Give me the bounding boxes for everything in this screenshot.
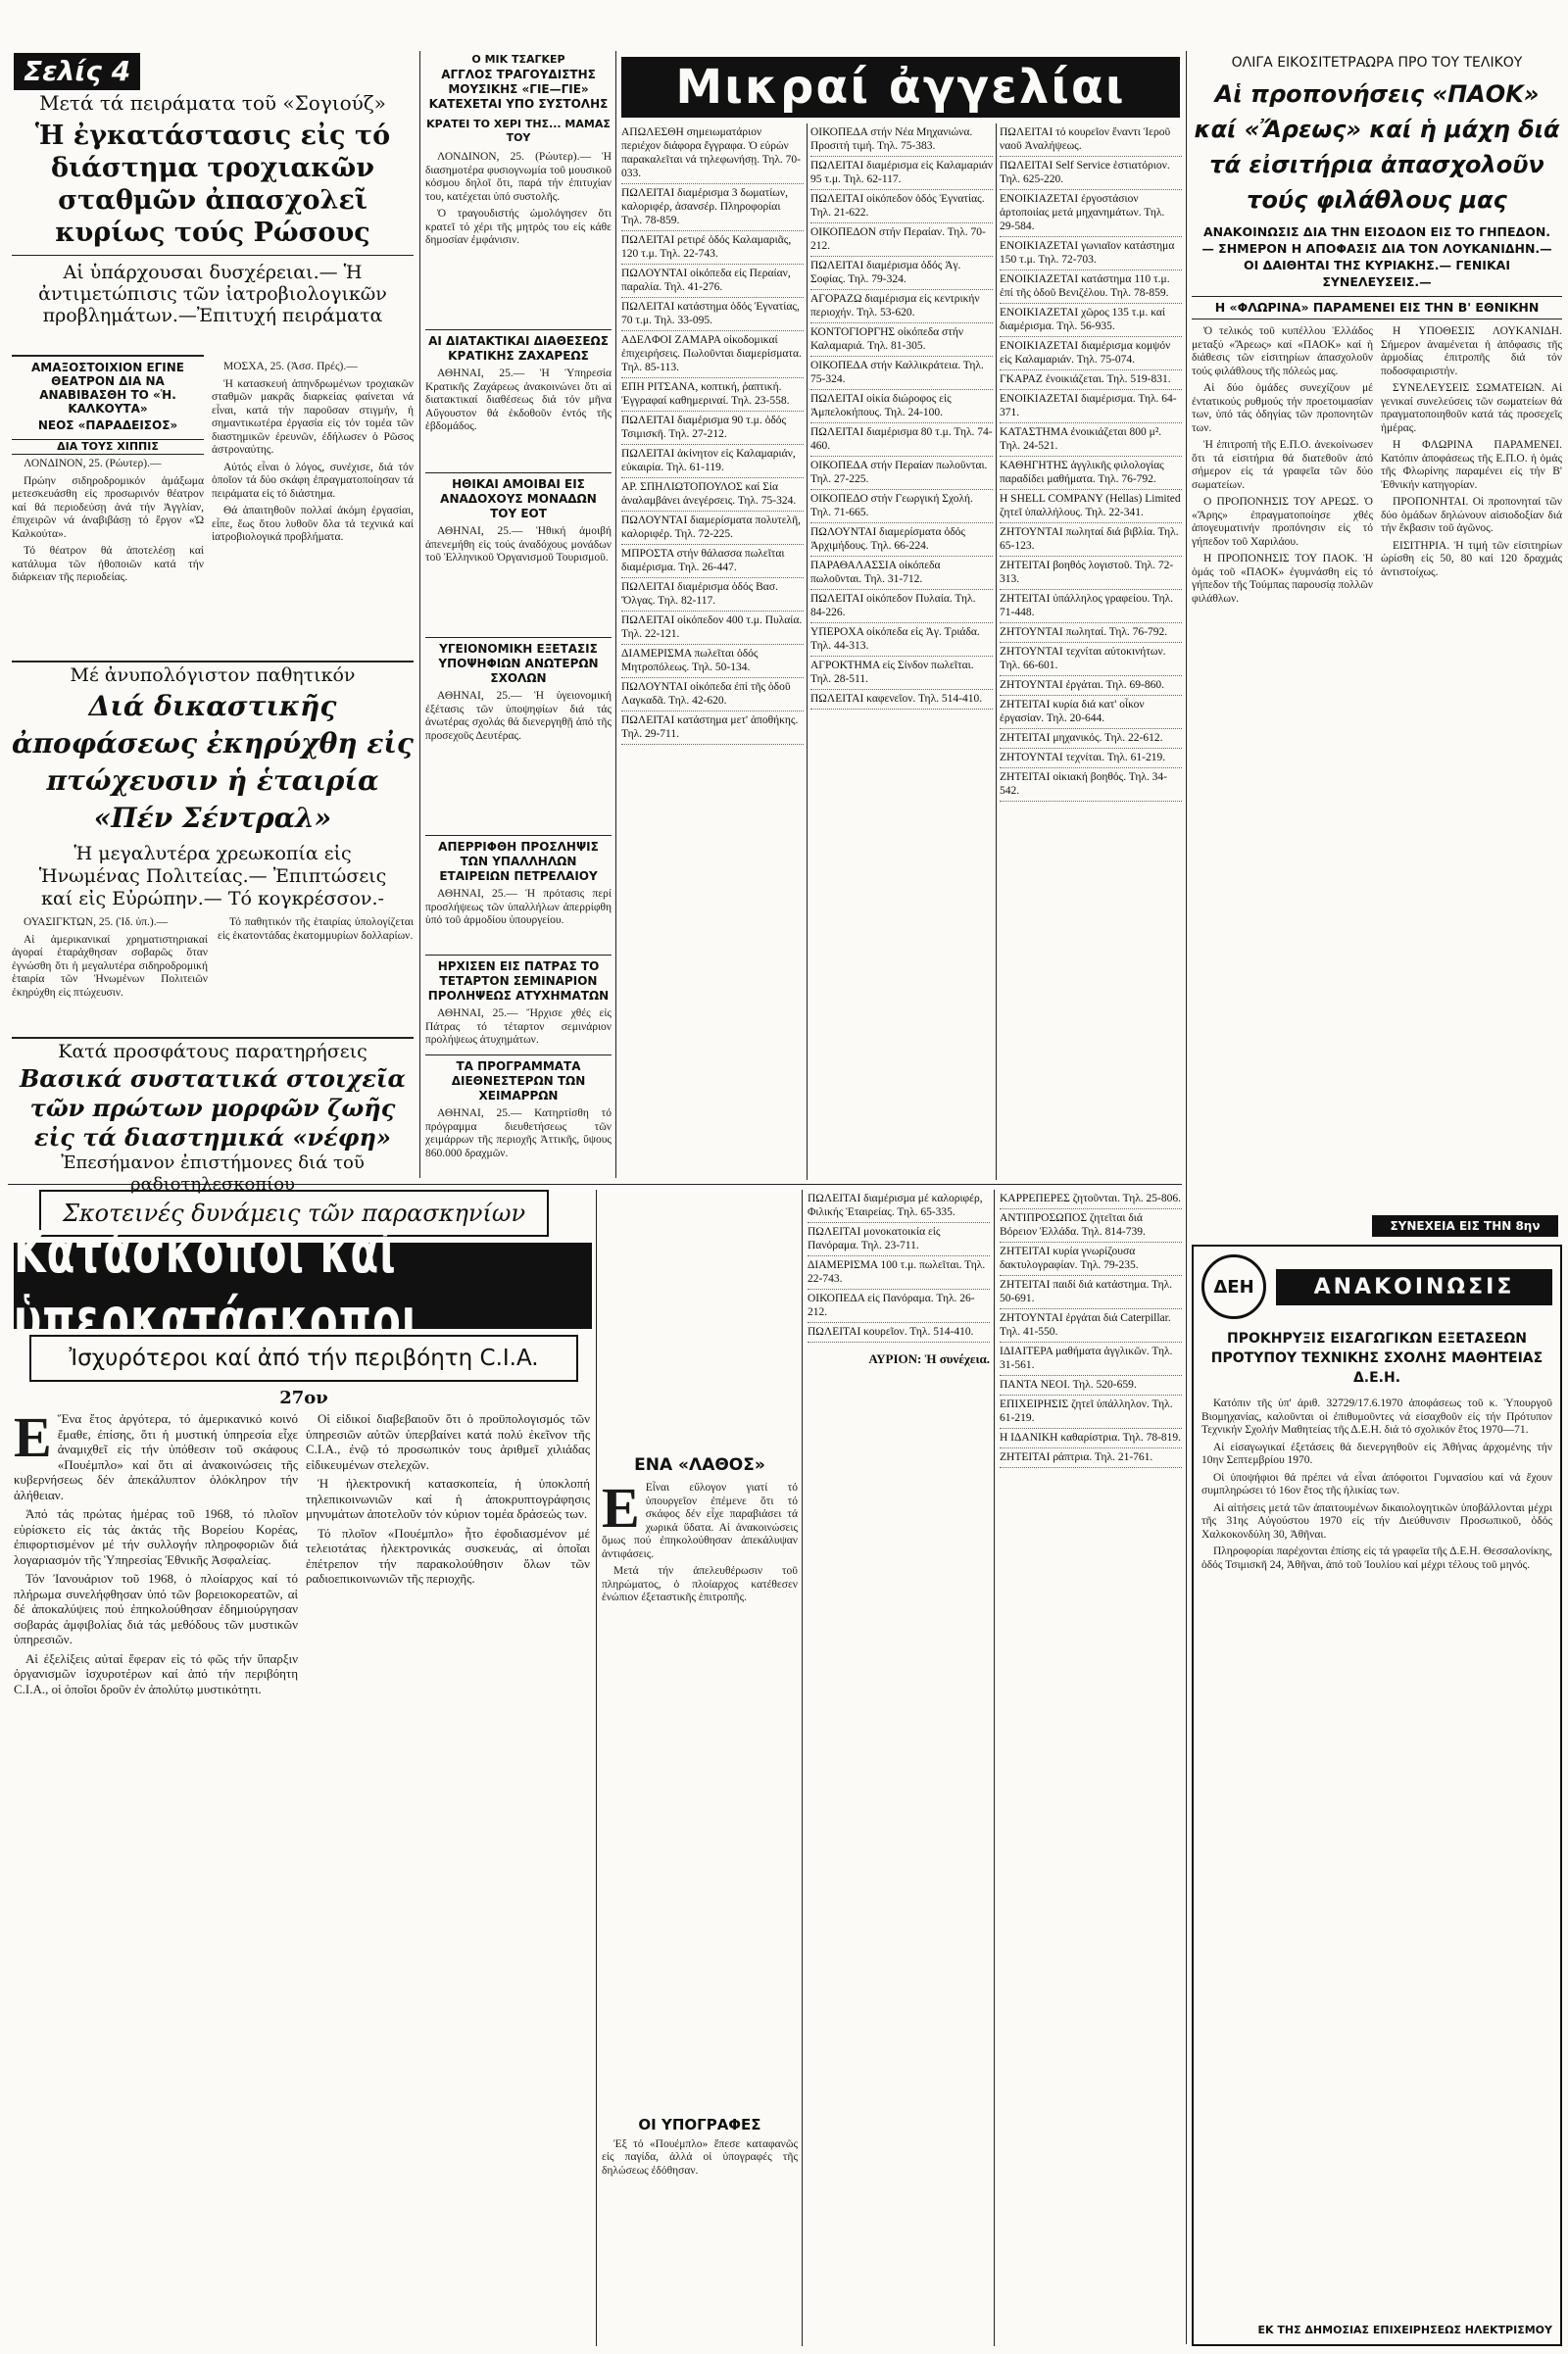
sports-paragraph: Ἡ ἐπιτροπή τῆς Ε.Π.Ο. ἀνεκοίνωσεν ὅτι τά εἰσιτήρια θά διατεθοῦν ἀπό σήμερον εἰς τά γραφεῖα τῶν δύο σωματείων.	[1192, 439, 1373, 491]
spies-paragraph: Αἱ ἐξελίξεις αὐταί ἔφεραν εἰς τό φῶς τήν ὕπαρξιν ὀργανισμῶν ἰσχυροτέρων καί ἀπό τήν περιβόητη C.I.A., οἱ ὁποῖοι δροῦν ἐν ἀπολύτῳ μυστικότητι.	[14, 1650, 298, 1696]
classified-ad: ΠΩΛΕΙΤΑΙ διαμέρισμα 80 τ.μ. Τηλ. 74-460.	[810, 423, 993, 457]
classified-ad: ΕΝΟΙΚΙΑΖΕΤΑΙ ἐργοστάσιον ἀρτοποιίας μετά μηχανημάτων. Τηλ. 29-584.	[1000, 190, 1182, 237]
classified-ad: ΕΝΟΙΚΙΑΖΕΤΑΙ χῶρος 135 τ.μ. καί διαμέρισμα. Τηλ. 56-935.	[1000, 304, 1182, 337]
classified-ad: ΠΩΛΕΙΤΑΙ κατάστημα μετ' ἀποθήκης. Τηλ. 29-711.	[621, 711, 804, 745]
classified-ad: ΠΩΛΕΙΤΑΙ διαμέρισμα εἰς Καλαμαριάν 95 τ.μ. Τηλ. 62-117.	[810, 157, 993, 190]
classified-ad: ΠΩΛΕΙΤΑΙ οἰκόπεδον ὁδός Ἐγνατίας. Τηλ. 21-622.	[810, 190, 993, 223]
sports-paragraph: ΕΙΣΙΤΗΡΙΑ. Ἡ τιμή τῶν εἰσιτηρίων ὡρίσθη εἰς 50, 80 καί 120 δραχμάς ἀντιστοίχως.	[1381, 539, 1562, 578]
classified-ad: ΠΩΛΕΙΤΑΙ διαμέρισμα 90 τ.μ. ὁδός Τσιμισκῆ. Τηλ. 27-212.	[621, 412, 804, 445]
classified-ad: ΕΝΟΙΚΙΑΖΕΤΑΙ γωνιαῖον κατάστημα 150 τ.μ. Τηλ. 72-703.	[1000, 237, 1182, 270]
classified-ad: ΑΝΤΙΠΡΟΣΩΠΟΣ ζητεῖται διά Βόρειον Ἑλλάδα. Τηλ. 814-739.	[1000, 1209, 1182, 1243]
story-space-stations	[12, 90, 414, 353]
story-space-headline: Ἡ ἐγκατάστασις εἰς τό διάστημα τροχιακῶν σταθμῶν ἀπασχολεῖ κυρίως τούς Ρώσους	[34, 121, 391, 248]
spies-body-middle	[306, 1411, 590, 2347]
announcement-paragraph: Αἱ αἰτήσεις μετά τῶν ἀπαιτουμένων δικαιολογητικῶν ὑποβάλλονται μέχρι τῆς 31ης Αὐγούστου 1970 εἰς τήν Διεύθυνσιν Προσωπικοῦ, ὁδός Χαλκοκονδύλη 30, Ἀθῆναι.	[1201, 1501, 1552, 1541]
classified-ad: Η ΙΔΑΝΙΚΗ καθαρίστρια. Τηλ. 78-819.	[1000, 1429, 1182, 1448]
singer-sub: ΚΡΑΤΕΙ ΤΟ ΧΕΡΙ ΤΗΣ... ΜΑΜΑΣ ΤΟΥ	[426, 118, 611, 144]
patras-paragraph: ΑΘΗΝΑΙ, 25.— Ἤρχισε χθές εἰς Πάτρας τό τέταρτον σεμινάριον προλήψεως ἀτυχημάτων.	[425, 1007, 612, 1046]
classified-ad: ΠΩΛΕΙΤΑΙ κατάστημα ὁδός Ἐγνατίας, 70 τ.μ. Τηλ. 33-095.	[621, 298, 804, 331]
classified-ad: ΚΑΤΑΣΤΗΜΑ ἐνοικιάζεται 800 μ². Τηλ. 24-521.	[1000, 423, 1182, 457]
spies-kicker: Σκοτεινές δυνάμεις τῶν παρασκηνίων	[62, 1200, 526, 1227]
sports-paragraph: ΣΥΝΕΛΕΥΣΕΙΣ ΣΩΜΑΤΕΙΩΝ. Αἱ γενικαί συνελεύσεις τῶν σωματείων θά πραγματοποιηθοῦν κατά τάς προσεχεῖς ἡμέρας.	[1381, 382, 1562, 434]
spies-side-text: Εἶναι εὔλογον γιατί τό ὑπουργεῖον ἐπέμενε ὅτι τό σκάφος δέν εἶχε παραβιάσει τά χωρικά ὕδατα. Αἱ ἀνακοινώσεις ὅμως πού ἐπηκολούθησαν ἀπεκάλυψαν ἀντιφάσεις.	[602, 1482, 798, 1560]
page-label-banner: Σελίς 4	[14, 53, 140, 90]
announcement-paragraph: Αἱ εἰσαγωγικαί ἐξετάσεις θά διενεργηθοῦν εἰς Ἀθήνας ἀρχομένης τήν 10ην Σεπτεμβρίου 1970.	[1201, 1441, 1552, 1466]
singer-paragraph: Ὁ τραγουδιστής ὡμολόγησεν ὅτι κρατεῖ τό χέρι τῆς μητρός του εἰς κάθε δημοσίαν ἐμφάνισιν.	[425, 208, 612, 246]
classifieds-lower-col2	[1000, 1190, 1182, 2344]
classified-ad: ΟΙΚΟΠΕΔΟΝ στήν Περαίαν. Τηλ. 70-212.	[810, 223, 993, 257]
classifieds-column-1	[621, 123, 804, 1180]
classified-ad: ΖΗΤΕΙΤΑΙ μηχανικός. Τηλ. 22-612.	[1000, 729, 1182, 749]
announcement-title: ΑΝΑΚΟΙΝΩΣΙΣ	[1276, 1269, 1552, 1305]
classified-ad: ΠΩΛΕΙΤΑΙ οἰκόπεδον Πυλαία. Τηλ. 84-226.	[810, 590, 993, 623]
sports-kicker: ΟΛΙΓΑ ΕΙΚΟΣΙΤΕΤΡΑΩΡΑ ΠΡΟ ΤΟΥ ΤΕΛΙΚΟΥ	[1231, 55, 1523, 71]
classified-ad: ΠΩΛΕΙΤΑΙ μονοκατοικία εἰς Πανόραμα. Τηλ. 23-711.	[808, 1223, 990, 1256]
sports-headline: Αἱ προπονήσεις «ΠΑΟΚ» καί «Ἄρεως» καί ἡ μάχη διά τά εἰσιτήρια ἀπασχολοῦν τούς φιλάθλους μας	[1194, 80, 1560, 214]
penn-subhead: Ἡ μεγαλυτέρα χρεωκοπία εἰς Ἡνωμένας Πολιτείας.— Ἐπιπτώσεις καί εἰς Εὐρώπην.— Τό κογκρέσσον.-	[38, 843, 387, 909]
penn-kicker: Μέ ἀνυπολόγιστον παθητικόν	[70, 664, 356, 686]
patras-headline: ΗΡΧΙΣΕΝ ΕΙΣ ΠΑΤΡΑΣ ΤΟ ΤΕΤΑΡΤΟΝ ΣΕΜΙΝΑΡΙΟΝ ΠΡΟΛΗΨΕΩΣ ΑΤΥΧΗΜΑΤΩΝ	[427, 959, 610, 1003]
clouds-kicker: Κατά προσφάτους παρατηρήσεις	[58, 1041, 368, 1062]
classified-ad: ΑΓΟΡΑΖΩ διαμέρισμα εἰς κεντρικήν περιοχήν. Τηλ. 53-620.	[810, 290, 993, 323]
spies-side-headline: ΕΝΑ «ΛΑΘΟΣ»	[634, 1455, 765, 1475]
sports-paragraph: Η ΥΠΟΘΕΣΙΣ ΛΟΥΚΑΝΙΔΗ. Σήμερον ἀναμένεται ἡ ἀπόφασις τῆς ἁρμοδίας ἐπιτροπῆς διά τόν ποδοσφαιριστήν.	[1381, 325, 1562, 377]
classified-ad: ΟΙΚΟΠΕΔΟ στήν Γεωργική Σχολή. Τηλ. 71-665.	[810, 490, 993, 523]
theater-note: ΔΙΑ ΤΟΥΣ ΧΙΠΠΙΣ	[12, 439, 204, 455]
classified-ad: Η SHELL COMPANY (Hellas) Limited ζητεῖ ὑπαλλήλους. Τηλ. 22-341.	[1000, 490, 1182, 523]
classified-ad: ΓΚΑΡΑΖ ἐνοικιάζεται. Τηλ. 519-831.	[1000, 370, 1182, 390]
spies-paragraph: Τό πλοῖον «Πουέμπλο» ἦτο ἐφοδιασμένον μέ τελειοτάτας ἠλεκτρονικάς συσκευάς, αἱ ὁποῖαι ἐπέτρεπον τήν παρακολούθησιν ὅλων τῶν ραδιοεπικοινωνιῶν τῆς περιοχῆς.	[306, 1525, 590, 1586]
classifieds-lower-col1	[808, 1190, 990, 2344]
classified-ad: ΠΩΛΕΙΤΑΙ διαμέρισμα μέ καλοριφέρ, Φιλικής Ἑταιρείας. Τηλ. 65-335.	[808, 1190, 990, 1223]
announcement-subtitle: ΠΡΟΚΗΡΥΞΙΣ ΕΙΣΑΓΩΓΙΚΩΝ ΕΞΕΤΑΣΕΩΝ ΠΡΟΤΥΠΟΥ ΤΕΧΝΙΚΗΣ ΣΧΟΛΗΣ ΜΑΘΗΤΕΙΑΣ Δ.Ε.Η.	[1210, 1331, 1544, 1386]
spies-paragraph: Οἱ εἰδικοί διαβεβαιοῦν ὅτι ὁ προϋπολογισμός τῶν ὑπηρεσιῶν αὐτῶν ὑπερβαίνει κατά πολύ ἐκεῖνον τῆς C.I.A., ἐνῷ τό προσωπικόν τους ἀριθμεῖ χιλιάδας εἰδικευμένων στελεχῶν.	[306, 1411, 590, 1472]
classified-ad: ΖΗΤΕΙΤΑΙ κυρία γνωρίζουσα δακτυλογραφίαν. Τηλ. 79-235.	[1000, 1243, 1182, 1276]
health-headline: ΥΓΕΙΟΝΟΜΙΚΗ ΕΞΕΤΑΣΙΣ ΥΠΟΨΗΦΙΩΝ ΑΝΩΤΕΡΩΝ ΣΧΟΛΩΝ	[438, 642, 599, 685]
sugar-headline: ΑΙ ΔΙΑΤΑΚΤΙΚΑΙ ΔΙΑΘΕΣΕΩΣ ΚΡΑΤΙΚΗΣ ΖΑΧΑΡΕΩΣ	[428, 334, 609, 363]
classified-ad: ΚΑΡΡΕΠΕΡΕΣ ζητοῦνται. Τηλ. 25-806.	[1000, 1190, 1182, 1209]
sports-paragraph: Η ΦΛΩΡΙΝΑ ΠΑΡΑΜΕΝΕΙ. Κατόπιν ἀποφάσεως τῆς Ε.Π.Ο. ἡ ὁμάς τῆς Φλωρίνης παραμένει εἰς τήν Β' Ἐθνικήν κατηγορίαν.	[1381, 439, 1562, 491]
sports-subhead-2: Η «ΦΛΩΡΙΝΑ» ΠΑΡΑΜΕΝΕΙ ΕΙΣ ΤΗΝ Β' ΕΘΝΙΚΗΝ	[1192, 296, 1562, 319]
spies-side-paragraph	[602, 1476, 798, 1561]
story-space-subhead: Αἱ ὑπάρχουσαι δυσχέρειαι.— Ἡ ἀντιμετώπισις τῶν ἰατροβιολογικῶν προβλημάτων.—Ἐπιτυχή πειράματα	[38, 262, 387, 326]
spies-side-paragraph: Μετά τήν ἀπελευθέρωσιν τοῦ πληρώματος, ὁ πλοίαρχος κατέθεσεν ἐνώπιον ἐξεταστικῆς ἐπιτροπῆς.	[602, 1565, 798, 1603]
classified-ad: ΠΩΛΕΙΤΑΙ διαμέρισμα 3 δωματίων, καλοριφέρ, ἀσανσέρ. Πληροφορίαι Τηλ. 78-859.	[621, 184, 804, 231]
classified-ad: ΠΩΛΕΙΤΑΙ κουρεῖον. Τηλ. 514-410.	[808, 1323, 990, 1343]
sports-paragraph: ΠΡΟΠΟΝΗΤΑΙ. Οἱ προπονηταί τῶν δύο ὁμάδων δηλώνουν αἰσιοδοξίαν διά τήν ἔκβασιν τοῦ ἀγῶνος.	[1381, 496, 1562, 534]
space-paragraph: Αὐτός εἶναι ὁ λόγος, συνέχισε, διά τόν ὁποῖον τά δύο σκάφη ἐπραγματοποίησαν τά πειράματα εἰς τό διάστημα.	[212, 461, 414, 500]
classified-ad: ΖΗΤΕΙΤΑΙ βοηθός λογιστοῦ. Τηλ. 72-313.	[1000, 557, 1182, 590]
hiring-headline: ΑΠΕΡΡΙΦΘΗ ΠΡΟΣΛΗΨΙΣ ΤΩΝ ΥΠΑΛΛΗΛΩΝ ΕΤΑΙΡΕΙΩΝ ΠΕΤΡΕΛΑΙΟΥ	[438, 840, 599, 883]
dropcap: Ε	[14, 1405, 52, 1469]
fairs-story	[425, 1054, 612, 1180]
classified-ad: ΖΗΤΟΥΝΤΑΙ ἐργάται διά Caterpillar. Τηλ. 41-550.	[1000, 1309, 1182, 1343]
sports-story	[1192, 53, 1562, 1209]
spies-banner	[14, 1218, 592, 1353]
announcement-box	[1192, 1245, 1562, 2346]
classified-ad: ΑΓΡΟΚΤΗΜΑ εἰς Σίνδον πωλεῖται. Τηλ. 28-511.	[810, 657, 993, 690]
classified-ad: ΖΗΤΕΙΤΑΙ παιδί διά κατάστημα. Τηλ. 50-691.	[1000, 1276, 1182, 1309]
classified-ad: ΠΩΛΕΙΤΑΙ ρετιρέ ὁδός Καλαμαριᾶς, 120 τ.μ. Τηλ. 22-743.	[621, 231, 804, 265]
classified-ad: ΠΩΛΕΙΤΑΙ καφενεῖον. Τηλ. 514-410.	[810, 690, 993, 710]
classified-ad: ΖΗΤΟΥΝΤΑΙ πωληταί. Τηλ. 76-792.	[1000, 623, 1182, 643]
classified-ad: ΚΟΝΤΟΓΙΟΡΓΗΣ οἰκόπεδα στήν Καλαμαριά. Τηλ. 81-305.	[810, 323, 993, 357]
rewards-headline: ΗΘΙΚΑΙ ΑΜΟΙΒΑΙ ΕΙΣ ΑΝΑΔΟΧΟΥΣ ΜΟΝΑΔΩΝ ΤΟΥ ΕΟΤ	[440, 477, 597, 520]
signatures-paragraph: Ἐξ τό «Πουέμπλο» ἔπεσε καταφανῶς εἰς παγίδα, ἀλλά οἱ ὑπογραφές τῆς δηλώσεως ἐδόθησαν.	[602, 2137, 798, 2177]
classified-ad: ΠΩΛΟΥΝΤΑΙ διαμερίσματα ὁδός Ἀρχιμήδους. Τηλ. 66-224.	[810, 523, 993, 557]
classified-ad: ΠΩΛΟΥΝΤΑΙ διαμερίσματα πολυτελῆ, καλοριφέρ. Τηλ. 72-225.	[621, 512, 804, 545]
classified-ad: ΖΗΤΟΥΝΤΑΙ τεχνίται αὐτοκινήτων. Τηλ. 66-601.	[1000, 643, 1182, 676]
classified-ad: ΑΔΕΛΦΟΙ ΖΑΜΑΡΑ οἰκοδομικαί ἐπιχειρήσεις. Πωλοῦνται διαμερίσματα. Τηλ. 85-113.	[621, 331, 804, 378]
spies-paragraph: Τόν Ἰανουάριον τοῦ 1968, ὁ πλοίαρχος καί τό πλήρωμα συνελήφθησαν ὑπό τῶν βορειοκορεατῶν, αἱ δέ ἀποκαλύψεις πού ἐπηκολούθησαν ἐδημιούργησαν σοβαράς ἀμφιβολίας διά τάς μεθόδους τῶν μυστικῶν ὑπηρεσιῶν.	[14, 1571, 298, 1646]
spies-paragraph-text: Ἕνα ἔτος ἀργότερα, τό ἀμερικανικό κοινό ἔμαθε, ἐπίσης, ὅτι ἡ μυστική ὑπηρεσία εἶχε ἀναμιχθεῖ εἰς τήν ὑπόθεσιν τοῦ σκάφους «Πουέμπλο» καί ὅτι αἱ ἀνακοινώσεις τῆς κυβερνήσεως δέν ἀπεκάλυπτον ὁλόκληρον τήν ἀλήθειαν.	[14, 1411, 298, 1502]
classified-ad: ΠΩΛΟΥΝΤΑΙ οἰκόπεδα εἰς Περαίαν, παραλία. Τηλ. 41-276.	[621, 265, 804, 298]
classified-ad: ΕΠΗ ΡΙΤΣΑΝΑ, κοπτική, ῥαπτική. Ἐγγραφαί καθημεριναί. Τηλ. 23-558.	[621, 378, 804, 412]
fairs-headline: ΤΑ ΠΡΟΓΡΑΜΜΑΤΑ ΔΙΕΘΝΕΣΤΕΡΩΝ ΤΩΝ ΧΕΙΜΑΡΡΩΝ	[451, 1059, 586, 1103]
spies-subtitle-box	[29, 1335, 578, 1382]
classified-ad: ΑΡ. ΣΠΗΛΙΩΤΟΠΟΥΛΟΣ καί Σία ἀναλαμβάνει ἀνεγέρσεις. Τηλ. 75-324.	[621, 478, 804, 512]
rewards-paragraph: ΑΘΗΝΑΙ, 25.— Ἡθική ἀμοιβή ἀπενεμήθη εἰς τούς ἀναδόχους μονάδων τοῦ Ἑλληνικοῦ Ὀργανισμοῦ Τουρισμοῦ.	[425, 525, 612, 564]
classified-ad: ΑΠΩΛΕΣΘΗ σημειωματάριον περιέχον διάφορα ἔγγραφα. Ὁ εὑρών παρακαλεῖται νά τηλεφωνήσῃ. Τηλ. 70-033.	[621, 123, 804, 184]
page-label	[14, 53, 239, 92]
classified-ad: ΖΗΤΕΙΤΑΙ ὑπάλληλος γραφείου. Τηλ. 71-448.	[1000, 590, 1182, 623]
spies-body-right	[602, 1190, 798, 2346]
classified-ad: ΟΙΚΟΠΕΔΑ στήν Καλλικράτεια. Τηλ. 75-324.	[810, 357, 993, 390]
classified-ad: ΖΗΤΕΙΤΑΙ οἰκιακή βοηθός. Τηλ. 34-542.	[1000, 768, 1182, 802]
classified-ad: ΟΙΚΟΠΕΔΑ στήν Περαίαν πωλοῦνται. Τηλ. 27-225.	[810, 457, 993, 490]
classified-ad: ΟΙΚΟΠΕΔΑ εἰς Πανόραμα. Τηλ. 26-212.	[808, 1290, 990, 1323]
classified-ad: ΖΗΤΕΙΤΑΙ κυρία διά κατ' οἶκον ἐργασίαν. Τηλ. 20-644.	[1000, 696, 1182, 729]
spies-episode: 27ον	[279, 1388, 328, 1408]
story-space-kicker: Μετά τά πειράματα τοῦ «Σογιούζ»	[39, 91, 386, 115]
classified-ad: ΖΗΤΟΥΝΤΑΙ πωληταί διά βιβλία. Τηλ. 65-123.	[1000, 523, 1182, 557]
classified-ad: ΖΗΤΟΥΝΤΑΙ ἐργάται. Τηλ. 69-860.	[1000, 676, 1182, 696]
clouds-headline: Βασικά συστατικά στοιχεῖα τῶν πρώτων μορφῶν ζωῆς εἰς τά διαστημικά «νέφη»	[19, 1064, 407, 1152]
story-penn-central	[12, 661, 414, 1033]
classified-ad: ΠΑΡΑΘΑΛΑΣΣΙΑ οἰκόπεδα πωλοῦνται. Τηλ. 31-712.	[810, 557, 993, 590]
classified-ad: ΙΔΙΑΙΤΕΡΑ μαθήματα ἀγγλικῶν. Τηλ. 31-561.	[1000, 1343, 1182, 1376]
classified-ad: ΖΗΤΟΥΝΤΑΙ τεχνίται. Τηλ. 61-219.	[1000, 749, 1182, 768]
announcement-paragraph: Οἱ ὑποψήφιοι θά πρέπει νά εἶναι ἀπόφοιτοι Γυμνασίου καί νά ἔχουν συμπληρώσει τό 16ον ἔτος τῆς ἡλικίας των.	[1201, 1471, 1552, 1496]
singer-story	[425, 53, 612, 327]
singer-headline: ΑΓΓΛΟΣ ΤΡΑΓΟΥΔΙΣΤΗΣ ΜΟΥΣΙΚΗΣ «ΓΙΕ—ΓΙΕ» ΚΑΤΕΧΕΤΑΙ ΥΠΟ ΣΥΣΤΟΛΗΣ	[428, 68, 609, 111]
classified-ad: ΠΩΛΕΙΤΑΙ διαμέρισμα ὁδός Βασ. Ὄλγας. Τηλ. 82-117.	[621, 578, 804, 612]
sugar-paragraph: ΑΘΗΝΑΙ, 25.— Ἡ Ὑπηρεσία Κρατικῆς Ζαχάρεως ἀνακοινώνει ὅτι αἱ διατακτικαί διαθέσεως διά τόν μῆνα Αὔγουστον θά ἐκδοθοῦν ἐντός τῆς ἑβδομάδος.	[425, 368, 612, 432]
theater-paragraph: Πρώην σιδηροδρομικόν ἁμάξωμα μετεσκευάσθη εἰς προσωρινόν θέατρον καί θά περιοδεύσῃ ἀνά τήν Ἀγγλίαν, ἐπιχειρῶν νά ἀναβιβάσῃ τό ἔργον «Ὠ Καλκούτα».	[12, 474, 204, 540]
health-story	[425, 637, 612, 833]
theater-subtitle: ΝΕΟΣ «ΠΑΡΑΔΕΙΣΟΣ»	[37, 418, 178, 432]
space-dateline: ΜΟΣΧΑ, 25. (Ἀσσ. Πρές).—	[223, 361, 358, 372]
spies-banner-title: Κατάσκοποι καί ὑπερκατάσκοποι	[14, 1218, 419, 1353]
story-space-clouds	[12, 1037, 414, 1195]
fairs-paragraph: ΑΘΗΝΑΙ, 25.— Κατηρτίσθη τό πρόγραμμα διευθετήσεως τῶν χειμάρρων τῆς περιοχῆς Ἀττικῆς, ὕψους 860.000 δραχμῶν.	[425, 1107, 612, 1159]
classified-ad: ΕΠΙΧΕΙΡΗΣΙΣ ζητεῖ ὑπάλληλον. Τηλ. 61-219.	[1000, 1396, 1182, 1429]
spies-paragraph	[14, 1405, 298, 1502]
penn-dateline: ΟΥΑΣΙΓΚΤΩΝ, 25. (Ἰδ. ὑπ.).—	[24, 916, 169, 928]
classifieds-column-3	[1000, 123, 1182, 1180]
health-paragraph: ΑΘΗΝΑΙ, 25.— Ἡ ὑγειονομική ἐξέτασις τῶν ὑποψηφίων διά τάς ἀνωτέρας σχολάς θά διενεργηθῇ ἀπό τῆς προσεχοῦς Δευτέρας.	[425, 690, 612, 742]
theater-story	[12, 355, 204, 657]
penn-headline: Διά δικαστικῆς ἀποφάσεως ἐκηρύχθη εἰς πτώχευσιν ἡ ἑταιρία «Πέν Σέντραλ»	[12, 690, 414, 834]
singer-paragraph: ΛΟΝΔΙΝΟΝ, 25. (Ρώυτερ).— Ἡ διασημοτέρα φυσιογνωμία τοῦ μουσικοῦ κόσμου δηλοῖ ὅτι, παρά τήν ἐπιτυχίαν του, κατέχεται ὑπό συστολῆς.	[425, 151, 612, 203]
sports-continue: ΣΥΝΕΧΕΙΑ ΕΙΣ ΤΗΝ 8ην	[1372, 1215, 1558, 1237]
clouds-subhead: Ἐπεσήμανον ἐπιστήμονες διά τοῦ ραδιοτηλεσκοπίου	[61, 1152, 365, 1195]
classified-ad: ΠΩΛΕΙΤΑΙ τό κουρεῖον ἔναντι Ἱεροῦ ναοῦ Ἀναλήψεως.	[1000, 123, 1182, 157]
theater-paragraph: Τό θέατρον θά ἀποτελέσῃ καί κατάλυμα τῶν ἠθοποιῶν κατά τήν διάρκειαν τῆς περιοδείας.	[12, 545, 204, 583]
sugar-story	[425, 329, 612, 470]
sports-paragraph: Ο ΠΡΟΠΟΝΗΣΙΣ ΤΟΥ ΑΡΕΩΣ. Ὁ «Ἄρης» ἐπραγματοποίησε χθές ἀπογευματινήν προπόνησιν εἰς τό γήπεδον τοῦ Χαριλάου.	[1192, 496, 1373, 548]
classified-ad: ΠΩΛΕΙΤΑΙ Self Service ἑστιατόριον. Τηλ. 625-220.	[1000, 157, 1182, 190]
sports-subhead: ΑΝΑΚΟΙΝΩΣΙΣ ΔΙΑ ΤΗΝ ΕΙΣΟΔΟΝ ΕΙΣ ΤΟ ΓΗΠΕΔΟΝ.— ΣΗΜΕΡΟΝ Η ΑΠΟΦΑΣΙΣ ΔΙΑ ΤΟΝ ΛΟΥΚΑΝΙΔΗΝ.— ΟΙ ΔΑΙΘΗΤΑΙ ΤΗΣ ΚΥΡΙΑΚΗΣ.— ΓΕΝΙΚΑΙ ΣΥΝΕΛΕΥΣΕΙΣ.—	[1201, 224, 1552, 289]
dropcap: Ε	[602, 1476, 640, 1540]
classified-ad: ΕΝΟΙΚΙΑΖΕΤΑΙ διαμέρισμα. Τηλ. 64-371.	[1000, 390, 1182, 423]
classified-ad: ΠΩΛΕΙΤΑΙ διαμέρισμα ὁδός Ἁγ. Σοφίας. Τηλ. 79-324.	[810, 257, 993, 290]
classified-ad: ΟΙΚΟΠΕΔΑ στήν Νέα Μηχανιώνα. Προσιτή τιμή. Τηλ. 75-383.	[810, 123, 993, 157]
classified-ad: ΕΝΟΙΚΙΑΖΕΤΑΙ διαμέρισμα κομψόν εἰς Καλαμαριάν. Τηλ. 75-074.	[1000, 337, 1182, 370]
dei-logo	[1201, 1254, 1266, 1319]
sports-paragraph: Ὁ τελικός τοῦ κυπέλλου Ἑλλάδος μεταξύ «Ἄρεως» καί «ΠΑΟΚ» καί ἡ διάθεσις τῶν εἰσιτηρίων ἀπασχολοῦν τούς φιλάθλους τῆς πόλεώς μας.	[1192, 325, 1373, 377]
classifieds-banner	[621, 57, 1180, 118]
classified-ad: ΕΝΟΙΚΙΑΖΕΤΑΙ κατάστημα 110 τ.μ. ἐπί τῆς ὁδοῦ Βενιζέλου. Τηλ. 78-859.	[1000, 270, 1182, 304]
spies-body-left	[14, 1405, 298, 2347]
dei-logo-text: ΔΕΗ	[1213, 1276, 1254, 1298]
patras-story	[425, 955, 612, 1053]
classified-ad: ΠΩΛΕΙΤΑΙ οἰκία διώροφος εἰς Ἀμπελοκήπους. Τηλ. 24-100.	[810, 390, 993, 423]
classifieds-column-2	[810, 123, 993, 1180]
classified-ad: ΔΙΑΜΕΡΙΣΜΑ πωλεῖται ὁδός Μητροπόλεως. Τηλ. 50-134.	[621, 645, 804, 678]
announcement-paragraph: Κατόπιν τῆς ὑπ' ἀριθ. 32729/17.6.1970 ἀποφάσεως τοῦ κ. Ὑπουργοῦ Βιομηχανίας, καλοῦνται οἱ ἐπιθυμοῦντες νά εἰσαχθοῦν εἰς τήν Πρότυπον Τεχνικήν Σχολήν Μαθητείας τῆς Δ.Ε.Η. διά τό σχολικόν ἔτος 1970—71.	[1201, 1398, 1552, 1436]
rewards-story	[425, 472, 612, 635]
spies-continue: ΑΥΡΙΟΝ: Ἡ συνέχεια.	[868, 1351, 990, 1366]
penn-paragraph: Αἱ ἀμερικανικαί χρηματιστηριακαί ἀγοραί ἐταράχθησαν σοβαρῶς ὅταν ἐγνώσθη ὅτι ἡ μεγαλυτέρα σιδηροδρομική ἑταιρία τῶν Ἡνωμένων Πολιτειῶν ἐκηρύχθη εἰς πτώχευσιν.	[12, 933, 208, 999]
hiring-paragraph: ΑΘΗΝΑΙ, 25.— Ἡ πρότασις περί προσλήψεως τῶν ὑπαλλήλων ἀπερρίφθη ὑπό τοῦ ἁρμοδίου ὑπουργείου.	[425, 888, 612, 926]
sports-paragraph: Η ΠΡΟΠΟΝΗΣΙΣ ΤΟΥ ΠΑΟΚ. Ἡ ὁμάς τοῦ «ΠΑΟΚ» ἐγυμνάσθη εἰς τό γήπεδον τῆς Τούμπας παρουσίᾳ πολλῶν φιλάθλων.	[1192, 553, 1373, 605]
spies-paragraph: Ἡ ἠλεκτρονική κατασκοπεία, ἡ ὑποκλοπή τηλεπικοινωνιῶν καί ἡ ἀποκρυπτογράφησις μηνυμάτων ἀποτελοῦν τόν κύριον τομέα δράσεώς των.	[306, 1476, 590, 1521]
theater-dateline: ΛΟΝΔΙΝΟΝ, 25. (Ρώυτερ).—	[24, 458, 162, 469]
classified-ad: ΠΩΛΕΙΤΑΙ οἰκόπεδον 400 τ.μ. Πυλαία. Τηλ. 22-121.	[621, 612, 804, 645]
space-story-body	[212, 361, 414, 657]
spies-paragraph: Ἀπό τάς πρώτας ἡμέρας τοῦ 1968, τό πλοῖον εὑρίσκετο εἰς τάς ἀκτάς τῆς Βορείου Κορέας, ἐπιφορτισμένον μέ τήν συλλογήν πληροφοριῶν διά λογαριασμόν τῆς Ὑπηρεσίας Ἐθνικῆς Ἀσφαλείας.	[14, 1506, 298, 1567]
classified-ad: ΠΩΛΟΥΝΤΑΙ οἰκόπεδα ἐπί τῆς ὁδοῦ Λαγκαδᾶ. Τηλ. 42-620.	[621, 678, 804, 711]
sports-paragraph: Αἱ δύο ὁμάδες συνεχίζουν μέ ἐντατικούς ρυθμούς τήν προετοιμασίαν των, ὑπό τάς ὁδηγίας τῶν προπονητῶν των.	[1192, 382, 1373, 434]
classified-ad: ΜΠΡΟΣΤΑ στήν θάλασσα πωλεῖται διαμέρισμα. Τηλ. 26-447.	[621, 545, 804, 578]
classified-ad: ΠΑΝΤΑ ΝΕΟΙ. Τηλ. 520-659.	[1000, 1376, 1182, 1396]
classified-ad: ΥΠΕΡΟΧΑ οἰκόπεδα εἰς Ἀγ. Τριάδα. Τηλ. 44-313.	[810, 623, 993, 657]
classified-ad: ΠΩΛΕΙΤΑΙ ἀκίνητον εἰς Καλαμαριάν, εὐκαιρία. Τηλ. 61-119.	[621, 445, 804, 478]
spies-subtitle: Ἰσχυρότεροι καί ἀπό τήν περιβόητη C.I.A.	[69, 1346, 539, 1371]
theater-title: ΑΜΑΞΟΣΤΟΙΧΙΟΝ ΕΓΙΝΕ ΘΕΑΤΡΟΝ ΔΙΑ ΝΑ ΑΝΑΒΙΒΑΣΘΗ ΤΟ «Ἡ. ΚΑΛΚΟΥΤΑ»	[30, 361, 185, 416]
penn-paragraph: Τό παθητικόν τῆς ἑταιρίας ὑπολογίζεται εἰς ἑκατοντάδας ἑκατομμυρίων δολλαρίων.	[218, 916, 414, 942]
classified-ad: ΖΗΤΕΙΤΑΙ ράπτρια. Τηλ. 21-761.	[1000, 1448, 1182, 1468]
announcement-footer: ΕΚ ΤΗΣ ΔΗΜΟΣΙΑΣ ΕΠΙΧΕΙΡΗΣΕΩΣ ΗΛΕΚΤΡΙΣΜΟΥ	[1257, 2324, 1552, 2336]
signatures-headline: ΟΙ ΥΠΟΓΡΑΦΕΣ	[638, 2115, 761, 2133]
classifieds-title: Μικραί ἀγγελίαι	[675, 60, 1126, 115]
announcement-paragraph: Πληροφορίαι παρέχονται ἐπίσης εἰς τά γραφεῖα τῆς Δ.Ε.Η. Θεσσαλονίκης, ὁδός Τσιμισκῆ 24, Ἀθῆναι, ἀπό τοῦ Ἰουλίου καί μέχρι τέλους τοῦ μηνός.	[1201, 1545, 1552, 1571]
space-paragraph: Θά ἀπαιτηθοῦν πολλαί ἀκόμη ἐργασίαι, εἶπε, ἕως ὅτου λυθοῦν ὅλα τά τεχνικά καί ἰατροβιολογικά προβλήματα.	[212, 505, 414, 543]
hiring-story	[425, 835, 612, 953]
space-paragraph: Ἡ κατασκευή ἀπηνδρωμένων τροχιακῶν σταθμῶν μακρᾶς διαρκείας φαίνεται νά εἶναι, κατά τήν παροῦσαν στιγμήν, ἡ σημαντικωτέρα ἐργασία εἰς τόν τομέα τῶν διαστημικῶν ἐρευνῶν, ἐδήλωσεν ὁ Ρῶσος ἀστροναύτης.	[212, 377, 414, 456]
classified-ad: ΚΑΘΗΓΗΤΗΣ ἀγγλικῆς φιλολογίας παραδίδει μαθήματα. Τηλ. 76-792.	[1000, 457, 1182, 490]
classified-ad: ΔΙΑΜΕΡΙΣΜΑ 100 τ.μ. πωλεῖται. Τηλ. 22-743.	[808, 1256, 990, 1290]
singer-byline: Ο ΜΙΚ ΤΣΑΓΚΕΡ	[471, 53, 565, 66]
